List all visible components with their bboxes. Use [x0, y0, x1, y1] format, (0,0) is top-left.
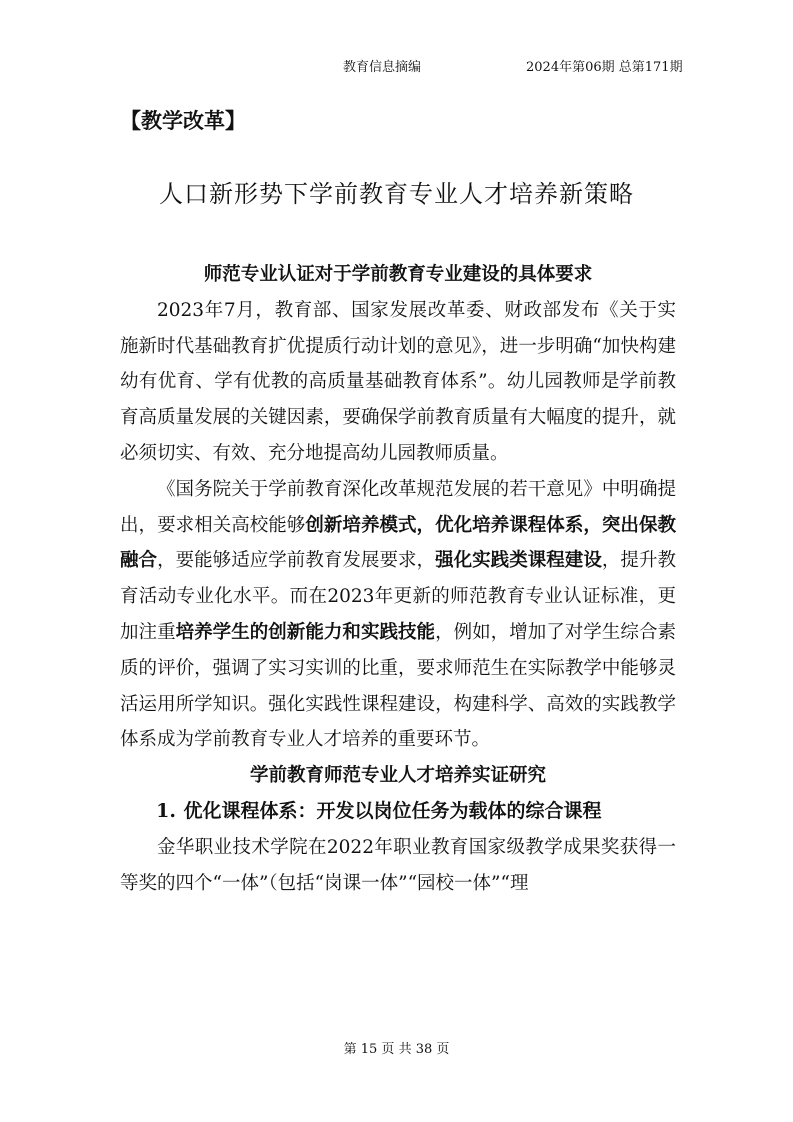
page-footer: 第 15 页 共 38 页 — [343, 1042, 450, 1057]
paragraph-jinhua: 金华职业技术学院在2022年职业教育国家级教学成果奖获得一等奖的四个“一体”（包括“岗课一体”“园校一体”“理 — [120, 836, 676, 894]
article-body — [120, 257, 676, 901]
bold-phrase-innovation-skills: 培养学生的创新能力和实践技能 — [175, 621, 436, 643]
section-heading-empirical: 学前教育师范专业人才培养实证研究 — [249, 765, 546, 787]
issue-number: 2024年第06期 总第171期 — [526, 60, 683, 75]
bold-phrase-training-mode: 创新培养模式，优化培养课程体系，突出保教融合 — [120, 514, 676, 572]
section-heading-certification: 师范专业认证对于学前教育专业建设的具体要求 — [203, 264, 593, 285]
text-segment: ，例如，增加了对学生综合素质的评价，强调了实习实训的比重，要求师范生在实际教学中能够灵活运用所学知识。强化实践性课程建设，构建科学、高效的实践教学体系成为学前教育专业人才培养的重要环节。 — [120, 621, 676, 751]
journal-name: 教育信息摘编 — [343, 60, 422, 75]
subheading-number: 1. — [156, 799, 176, 822]
subheading-curriculum — [120, 794, 676, 830]
page-header — [0, 58, 793, 78]
subheading-text: 优化课程体系：开发以岗位任务为载体的综合课程 — [183, 799, 602, 822]
text-segment: ，提升教育活动专业化水平。而在2023年更新的师范教育专业认证标准，更加注重 — [120, 550, 676, 643]
text-segment: 《国务院关于学前教育深化改革规范发展的若干意见》中明确提出，要求相关高校能够 — [120, 478, 676, 536]
text-segment: ，要能够适应学前教育发展要求， — [157, 550, 436, 572]
section-tag: 【教学改革】 — [120, 109, 246, 133]
paragraph-state-council — [120, 472, 676, 758]
paragraph-policy: 2023年7月，教育部、国家发展改革委、财政部发布《关于实施新时代基础教育扩优提质行动计划的意见》，进一步明确“加快构建幼有优育、学有优教的高质量基础教育体系”。幼儿园教师是学前教育高质量发展的关键因素，要确保学前教育质量有大幅度的提升，就必须切实、有效、充分地提高幼儿园教师质量。 — [120, 299, 676, 464]
bold-phrase-practice-courses: 强化实践类课程建设 — [435, 550, 602, 572]
article-title: 人口新形势下学前教育专业人才培养新策略 — [159, 180, 634, 208]
